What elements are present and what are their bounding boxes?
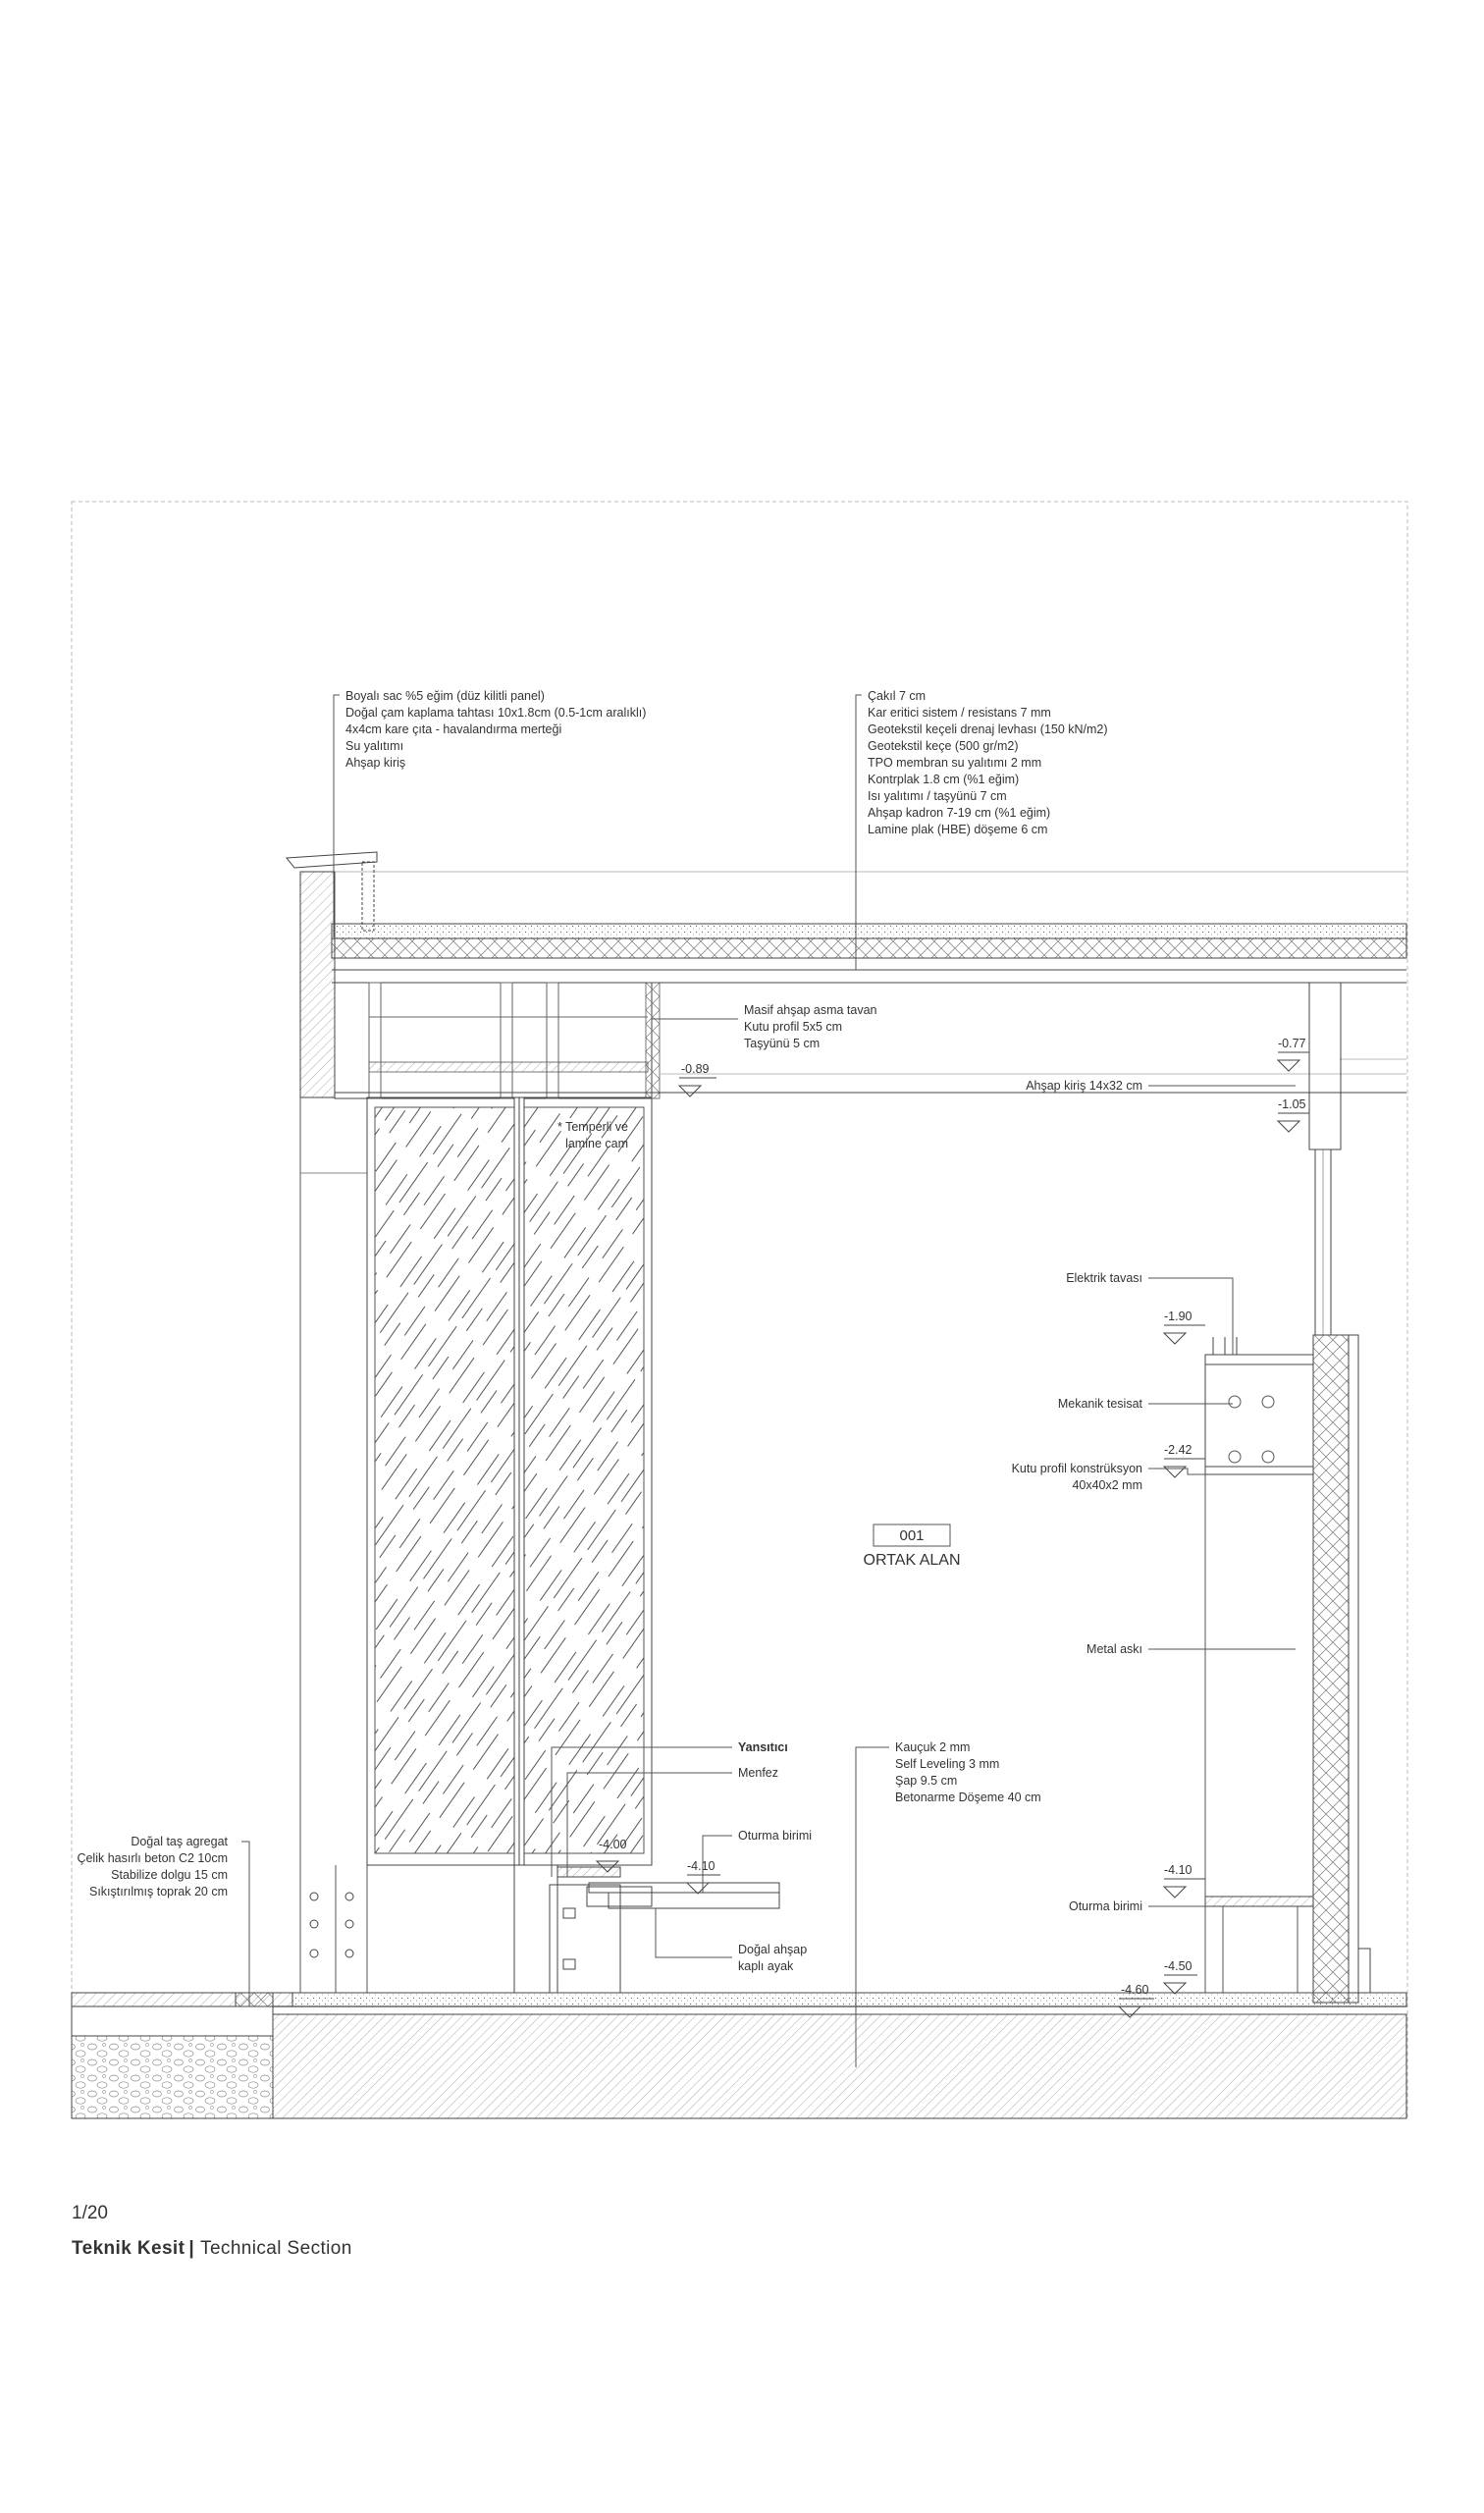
svg-text:Isı yalıtımı / taşyünü 7 cm: Isı yalıtımı / taşyünü 7 cm (868, 789, 1007, 803)
svg-text:Sıkıştırılmış toprak 20 cm: Sıkıştırılmış toprak 20 cm (88, 1885, 228, 1898)
seating-label-right: Oturma birimi (1068, 1899, 1142, 1913)
svg-text:001: 001 (899, 1527, 925, 1544)
svg-text:Kauçuk 2 mm: Kauçuk 2 mm (895, 1740, 971, 1754)
svg-text:Doğal çam kaplama tahtası 10x1: Doğal çam kaplama tahtası 10x1.8cm (0.5-1cm aralıklı) (345, 706, 647, 720)
svg-text:Geotekstil keçeli drenaj levha: Geotekstil keçeli drenaj levhası (150 kN/m2) (868, 722, 1108, 736)
svg-text:Çakıl 7 cm: Çakıl 7 cm (868, 689, 927, 703)
svg-text:TPO membran su yalıtımı 2 mm: TPO membran su yalıtımı 2 mm (868, 756, 1042, 770)
drawing-title (72, 2238, 352, 2260)
svg-text:Doğal ahşap: Doğal ahşap (738, 1943, 808, 1956)
title-turkish: Teknik Kesit (72, 2238, 186, 2259)
room-tag (864, 1524, 961, 1569)
svg-text:-0.89: -0.89 (681, 1062, 710, 1076)
svg-text:-2.42: -2.42 (1164, 1443, 1192, 1457)
svg-text:Doğal taş agregat: Doğal taş agregat (131, 1835, 228, 1848)
floor-build-up-note (895, 1740, 1041, 1804)
title-separator: | (188, 2238, 195, 2259)
ceiling-note (744, 1003, 877, 1050)
svg-text:Stabilize dolgu 15 cm: Stabilize dolgu 15 cm (111, 1868, 228, 1882)
svg-text:-1.05: -1.05 (1278, 1097, 1306, 1111)
anchor-plate (310, 1865, 353, 1993)
drawing-scale: 1/20 (72, 2203, 108, 2223)
svg-text:Çelik hasırlı beton C2 10cm: Çelik hasırlı beton C2 10cm (77, 1851, 228, 1865)
svg-text:kaplı ayak: kaplı ayak (738, 1959, 794, 1973)
svg-text:Betonarme Döşeme 40 cm: Betonarme Döşeme 40 cm (895, 1791, 1041, 1804)
seating-unit-left (514, 1865, 779, 1993)
vent-label: Menfez (738, 1766, 778, 1780)
title-english: Technical Section (200, 2238, 352, 2259)
svg-text:Taşyünü 5 cm: Taşyünü 5 cm (744, 1037, 821, 1050)
ground-build-up-note (77, 1835, 228, 1898)
svg-text:Şap 9.5 cm: Şap 9.5 cm (895, 1774, 958, 1788)
level-values (599, 1037, 1306, 1997)
svg-text:lamine cam: lamine cam (565, 1137, 628, 1150)
svg-text:Su yalıtımı: Su yalıtımı (345, 739, 404, 753)
ground-slab (72, 1993, 1406, 2118)
svg-text:Lamine plak (HBE) döşeme 6 cm: Lamine plak (HBE) döşeme 6 cm (868, 823, 1048, 836)
svg-text:Self Leveling 3 mm: Self Leveling 3 mm (895, 1757, 1000, 1771)
roof-edge-note (345, 689, 646, 770)
svg-text:* Temperli ve: * Temperli ve (556, 1120, 628, 1134)
svg-text:-4.60: -4.60 (1121, 1983, 1149, 1997)
svg-text:Boyalı sac %5 eğim (düz kilitl: Boyalı sac %5 eğim (düz kilitli panel) (345, 689, 545, 703)
mechanical-label: Mekanik tesisat (1057, 1397, 1142, 1411)
box-profile-note (1012, 1462, 1142, 1492)
svg-text:-4.00: -4.00 (599, 1838, 627, 1851)
svg-text:-4.10: -4.10 (1164, 1863, 1192, 1877)
beam-label: Ahşap kiriş 14x32 cm (1026, 1079, 1142, 1093)
roof-assembly (287, 852, 1406, 1150)
sheet-frame (72, 502, 1407, 2118)
svg-text:40x40x2 mm: 40x40x2 mm (1072, 1478, 1142, 1492)
cable-tray-label: Elektrik tavası (1066, 1271, 1142, 1285)
svg-text:Kontrplak 1.8 cm (%1 eğim): Kontrplak 1.8 cm (%1 eğim) (868, 773, 1020, 786)
svg-text:Kutu profil konstrüksyon: Kutu profil konstrüksyon (1011, 1462, 1142, 1475)
svg-text:-4.50: -4.50 (1164, 1959, 1192, 1973)
svg-text:-1.90: -1.90 (1164, 1310, 1192, 1323)
svg-text:Ahşap kadron 7-19 cm (%1 eğim): Ahşap kadron 7-19 cm (%1 eğim) (868, 806, 1051, 820)
right-wall (1205, 1150, 1370, 2003)
glass-facade (300, 1097, 652, 1993)
svg-text:4x4cm kare çıta - havalandırma: 4x4cm kare çıta - havalandırma merteği (345, 722, 562, 736)
svg-text:Kar eritici sistem / resistans: Kar eritici sistem / resistans 7 mm (868, 706, 1051, 720)
seating-label-left: Oturma birimi (738, 1829, 813, 1843)
svg-text:ORTAK ALAN: ORTAK ALAN (863, 1552, 961, 1569)
metal-hanger-label: Metal askı (1086, 1642, 1142, 1656)
svg-text:Ahşap kiriş: Ahşap kiriş (345, 756, 406, 770)
reflector-label: Yansıtıcı (738, 1740, 788, 1754)
wood-leg-note (738, 1943, 807, 1973)
svg-text:Masif ahşap asma tavan: Masif ahşap asma tavan (744, 1003, 877, 1017)
svg-text:-4.10: -4.10 (687, 1859, 716, 1873)
roof-build-up-note (868, 689, 1108, 836)
svg-text:Kutu profil 5x5 cm: Kutu profil 5x5 cm (744, 1020, 843, 1034)
svg-text:-0.77: -0.77 (1278, 1037, 1306, 1050)
svg-text:Geotekstil keçe (500 gr/m2): Geotekstil keçe (500 gr/m2) (868, 739, 1019, 753)
